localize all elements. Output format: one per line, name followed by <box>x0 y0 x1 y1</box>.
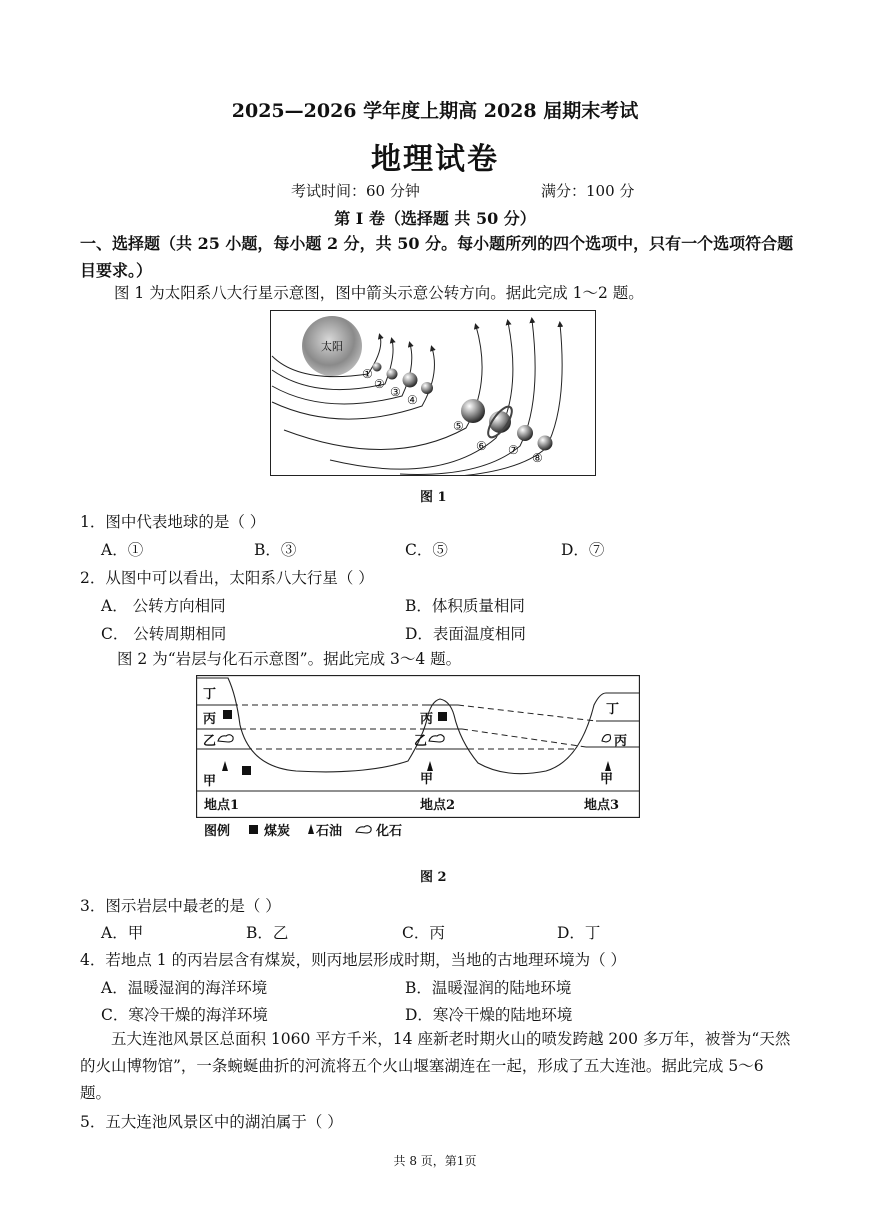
planet-1-icon <box>373 363 382 372</box>
layer-label-ding-3: 丁 <box>606 702 620 717</box>
q4-option-c: C．寒冷干燥的海洋环境 <box>101 1006 268 1024</box>
planet-8-icon <box>538 436 553 451</box>
legend-fossil-icon <box>356 826 371 833</box>
part-heading: 第 I 卷（选择题 共 50 分） <box>334 209 536 228</box>
full-score: 满分：100 分 <box>541 182 635 200</box>
planet-label-4: ④ <box>407 393 418 407</box>
fig1-caption: 图 1 <box>420 490 447 505</box>
q4-option-b: B．温暖湿润的陆地环境 <box>405 979 572 997</box>
layer-label-jia-2: 甲 <box>420 772 434 787</box>
planet-label-1: ① <box>362 367 373 381</box>
q3-option-a: A．甲 <box>101 924 144 942</box>
exam-subject-title: 地理试卷 <box>371 142 499 177</box>
planet-5-icon <box>461 399 485 423</box>
q3-option-c: C．丙 <box>402 924 445 942</box>
planet-label-3: ③ <box>390 385 401 399</box>
sun-label: 太阳 <box>321 340 343 353</box>
section-heading: 一、选择题（共 25 小题，每小题 2 分，共 50 分。每小题所列的四个选项中，只有一个选项符合题目要求。） <box>80 234 794 280</box>
passage-wudalianchi: 五大连池风景区总面积 1060 平方千米，14 座新老时期火山的喷发跨越 200 多万年，被誉为“天然的火山博物馆”，一条蜿蜒曲折的河流将五个火山堰塞湖连在一起，形成了五大连池。据此完成 5～6 题。 <box>80 1030 791 1102</box>
q5-stem: 5．五大连池风景区中的湖泊属于（ ） <box>80 1113 343 1131</box>
q1-stem: 1．图中代表地球的是（ ） <box>80 513 266 531</box>
legend-oil-icon <box>308 824 314 834</box>
fig1-intro: 图 1 为太阳系八大行星示意图，图中箭头示意公转方向。据此完成 1～2 题。 <box>114 284 644 302</box>
q4-stem: 4．若地点 1 的丙岩层含有煤炭，则丙地层形成时期，当地的古地理环境为（ ） <box>80 951 627 969</box>
q3-option-d: D．丁 <box>557 924 601 942</box>
legend-title: 图例 <box>204 824 231 839</box>
layer-label-yi-2: 乙 <box>414 734 428 749</box>
q2-option-a: A． 公转方向相同 <box>101 597 226 615</box>
planet-label-2: ② <box>374 377 385 391</box>
q2-option-c: C． 公转周期相同 <box>101 625 227 643</box>
q2-stem: 2．从图中可以看出，太阳系八大行星（ ） <box>80 569 374 587</box>
layer-label-jia-3: 甲 <box>600 772 614 787</box>
q1-option-a: A．① <box>101 541 144 559</box>
exam-title-line1: 2025—2026 学年度上期高 2028 届期末考试 <box>231 100 639 122</box>
q1-option-d: D．⑦ <box>561 541 605 559</box>
legend-coal-icon <box>249 825 258 834</box>
layer-label-jia-1: 甲 <box>203 774 217 789</box>
q2-option-d: D．表面温度相同 <box>405 625 526 643</box>
location-3-label: 地点3 <box>584 798 620 813</box>
planet-label-7: ⑦ <box>508 443 519 457</box>
planet-3-icon <box>403 373 418 388</box>
solar-system-diagram <box>270 310 596 476</box>
legend-coal-label: 煤炭 <box>264 824 291 839</box>
layer-label-ding-1: 丁 <box>203 687 217 702</box>
q1-option-c: C．⑤ <box>405 541 448 559</box>
legend-oil-label: 石油 <box>316 824 343 839</box>
page-footer: 共 8 页，第1页 <box>393 1154 477 1168</box>
layer-label-bing-3: 丙 <box>614 734 628 749</box>
planet-2-icon <box>387 369 398 380</box>
layer-label-bing-2: 丙 <box>420 712 434 727</box>
planet-label-8: ⑧ <box>532 451 543 465</box>
layer-label-yi-1: 乙 <box>203 734 217 749</box>
legend-fossil-label: 化石 <box>376 824 403 839</box>
planet-label-5: ⑤ <box>453 419 464 433</box>
fig2-intro: 图 2 为“岩层与化石示意图”。据此完成 3～4 题。 <box>117 650 462 668</box>
location-2-label: 地点2 <box>420 798 456 813</box>
q3-option-b: B．乙 <box>246 924 289 942</box>
coal-icon <box>438 712 447 721</box>
q2-option-b: B．体积质量相同 <box>405 597 525 615</box>
exam-time: 考试时间：60 分钟 <box>291 182 420 200</box>
q4-option-d: D．寒冷干燥的陆地环境 <box>405 1006 573 1024</box>
q4-option-a: A．温暖湿润的海洋环境 <box>101 979 268 997</box>
layer-label-bing-1: 丙 <box>203 712 217 727</box>
planet-label-6: ⑥ <box>476 439 487 453</box>
coal-icon <box>242 766 251 775</box>
planet-7-icon <box>517 425 533 441</box>
coal-icon <box>223 710 232 719</box>
q1-option-b: B．③ <box>254 541 297 559</box>
q3-stem: 3．图示岩层中最老的是（ ） <box>80 897 281 915</box>
fig2-legend <box>204 820 424 840</box>
rock-strata-diagram <box>196 675 640 818</box>
fig2-caption: 图 2 <box>420 870 447 885</box>
planet-4-icon <box>421 382 433 394</box>
location-1-label: 地点1 <box>204 798 240 813</box>
